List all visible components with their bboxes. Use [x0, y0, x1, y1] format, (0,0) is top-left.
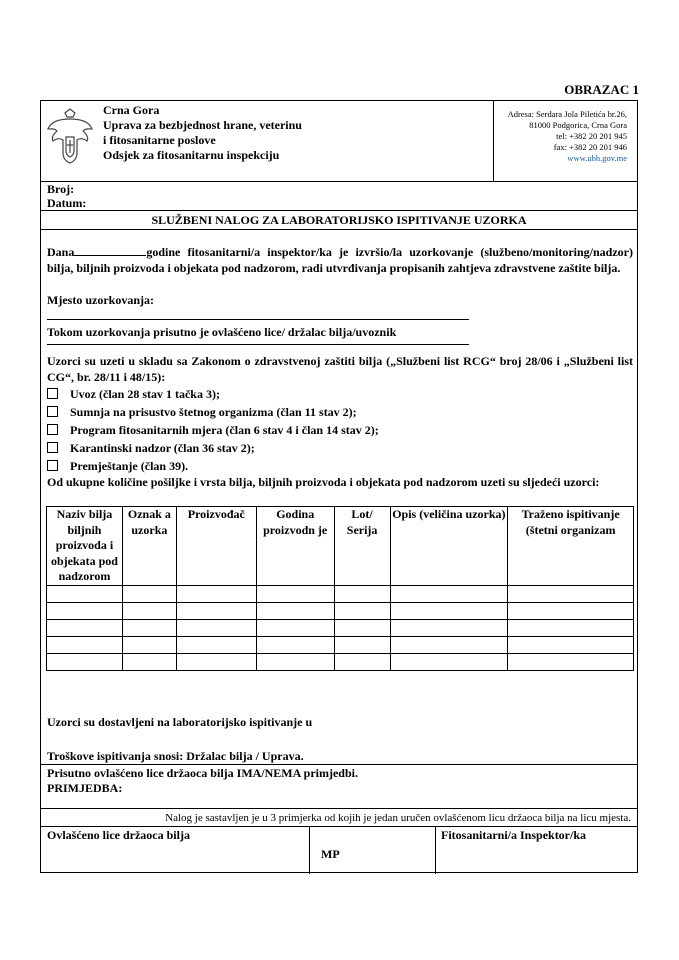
table-cell[interactable]: [390, 585, 508, 602]
address-line: tel: +382 20 201 945: [556, 131, 627, 141]
divider: [435, 826, 436, 874]
header-divider: [493, 101, 494, 181]
checkbox[interactable]: [47, 388, 58, 399]
mjesto-blank[interactable]: [47, 319, 469, 320]
dostavljeni-label: Uzorci su dostavljeni na laboratorijsko ispitivanje u: [47, 715, 313, 729]
table-cell[interactable]: [390, 653, 508, 670]
option-label: Uvoz (član 28 stav 1 tačka 3);: [70, 387, 220, 401]
table-cell[interactable]: [334, 653, 390, 670]
column-header: Oznak a uzorka: [122, 507, 176, 586]
table-header-row: [47, 507, 634, 586]
table-row: [47, 636, 634, 653]
table-cell[interactable]: [176, 619, 256, 636]
checkbox[interactable]: [47, 442, 58, 453]
primjedba-label: PRIMJEDBA:: [47, 781, 123, 795]
table-cell[interactable]: [508, 619, 634, 636]
table-cell[interactable]: [47, 602, 123, 619]
form-frame: [40, 100, 638, 873]
datum-label: Datum:: [47, 196, 87, 210]
header-line: Odsjek za fitosanitarnu inspekciju: [103, 148, 280, 162]
table-cell[interactable]: [334, 619, 390, 636]
table-cell[interactable]: [47, 619, 123, 636]
table-cell[interactable]: [256, 636, 334, 653]
divider: [41, 826, 637, 827]
table-cell[interactable]: [47, 653, 123, 670]
prisutno-blank[interactable]: [47, 344, 469, 345]
divider: [41, 764, 637, 765]
intro-paragraph: [47, 244, 633, 276]
address-line: Adresa: Serdara Jola Piletića br.26,: [507, 109, 627, 119]
table-cell[interactable]: [256, 619, 334, 636]
column-header: Opis (veličina uzorka): [390, 507, 508, 586]
institution-header: [103, 103, 302, 163]
option-sumnja[interactable]: [47, 405, 357, 420]
table-cell[interactable]: [390, 636, 508, 653]
primjedbe-label: Prisutno ovlašćeno lice držaoca bilja IMA/NEMA primjedbi.: [47, 766, 358, 780]
form-code: OBRAZAC 1: [564, 82, 639, 97]
table-cell[interactable]: [176, 653, 256, 670]
table-cell[interactable]: [176, 636, 256, 653]
stamp-label: MP: [321, 847, 340, 861]
table-cell[interactable]: [176, 585, 256, 602]
header-line: Uprava za bezbjednost hrane, veterinu: [103, 118, 302, 132]
table-cell[interactable]: [334, 602, 390, 619]
legal-basis: Uzorci su uzeti u skladu sa Zakonom o zdravstvenoj zaštiti bilja („Službeni list RCG“ broj 28/06 i „Službeni list CG“, br. 28/11 i 48/15):: [47, 354, 633, 384]
table-cell[interactable]: [122, 619, 176, 636]
divider: [41, 210, 637, 211]
copies-note: Nalog je sastavljen je u 3 primjerka od kojih je jedan uručen ovlašćenom licu držaoca bilja na licu mjesta.: [165, 812, 631, 824]
table-cell[interactable]: [256, 585, 334, 602]
header-line: Crna Gora: [103, 103, 160, 117]
table-cell[interactable]: [47, 636, 123, 653]
table-cell[interactable]: [256, 653, 334, 670]
address-line: 81000 Podgorica, Crna Gora: [529, 120, 627, 130]
checkbox[interactable]: [47, 460, 58, 471]
coat-of-arms-icon: [45, 107, 95, 165]
option-karantinski[interactable]: [47, 441, 255, 456]
table-cell[interactable]: [508, 636, 634, 653]
table-cell[interactable]: [508, 602, 634, 619]
table-cell[interactable]: [122, 585, 176, 602]
table-cell[interactable]: [176, 602, 256, 619]
table-cell[interactable]: [334, 636, 390, 653]
mjesto-label: Mjesto uzorkovanja:: [47, 293, 154, 307]
option-label: Sumnja na prisustvo štetnog organizma (član 11 stav 2);: [70, 405, 357, 419]
signature-holder-label: Ovlašćeno lice držaoca bilja: [47, 828, 190, 842]
table-cell[interactable]: [508, 653, 634, 670]
divider: [309, 826, 310, 874]
troskovi-label: Troškove ispitivanja snosi: Držalac bilja / Uprava.: [47, 749, 304, 763]
table-cell[interactable]: [47, 585, 123, 602]
column-header: Godina proizvodn je: [256, 507, 334, 586]
prisutno-label: Tokom uzorkovanja prisutno je ovlašćeno lice/ držalac bilja/uvoznik: [47, 325, 397, 339]
divider: [41, 181, 637, 182]
table-cell[interactable]: [508, 585, 634, 602]
option-label: Karantinski nadzor (član 36 stav 2);: [70, 441, 255, 455]
option-label: Premještanje (član 39).: [70, 459, 189, 473]
sample-intro: Od ukupne količine pošiljke i vrsta bilja, biljnih proizvoda i objekata pod nadzorom uzeti su sljedeći uzorci:: [47, 475, 600, 489]
samples-table: [46, 506, 634, 671]
date-blank[interactable]: [74, 244, 146, 256]
option-label: Program fitosanitarnih mjera (član 6 stav 4 i član 14 stav 2);: [70, 423, 379, 437]
table-row: [47, 602, 634, 619]
table-cell[interactable]: [390, 619, 508, 636]
divider: [41, 229, 637, 230]
table-cell[interactable]: [122, 653, 176, 670]
page-title: SLUŽBENI NALOG ZA LABORATORIJSKO ISPITIVANJE UZORKA: [151, 213, 527, 227]
dana-label: Dana: [47, 245, 75, 259]
divider: [41, 808, 637, 809]
column-header: Lot/ Serija: [334, 507, 390, 586]
table-cell[interactable]: [122, 602, 176, 619]
column-header: Naziv bilja biljnih proizvoda i objekata pod nadzorom: [47, 507, 123, 586]
table-cell[interactable]: [334, 585, 390, 602]
option-premjestanje[interactable]: [47, 459, 188, 474]
address-block: [508, 109, 627, 164]
table-cell[interactable]: [390, 602, 508, 619]
table-row: [47, 619, 634, 636]
table-cell[interactable]: [122, 636, 176, 653]
address-line: fax: +382 20 201 946: [553, 142, 627, 152]
checkbox[interactable]: [47, 424, 58, 435]
header-line: i fitosanitarne poslove: [103, 133, 216, 147]
option-program[interactable]: [47, 423, 379, 438]
column-header: Proizvođač: [176, 507, 256, 586]
checkbox[interactable]: [47, 406, 58, 417]
table-row: [47, 653, 634, 670]
website-link[interactable]: www.ubh.gov.me: [567, 153, 627, 163]
broj-label: Broj:: [47, 182, 75, 196]
column-header: Traženo ispitivanje (štetni organizam: [508, 507, 634, 586]
intro-text: godine fitosanitarni/a inspektor/ka je izvršio/la uzorkovanje (službeno/monitoring/nadzor) bilja, biljnih proizvoda i objekata pod nadzorom, radi utvrđivanja propisanih zahtjeva zdravstvene zaštite bilja.: [47, 245, 633, 275]
option-uvoz[interactable]: [47, 387, 220, 402]
table-cell[interactable]: [256, 602, 334, 619]
table-row: [47, 585, 634, 602]
signature-inspector-label: Fitosanitarni/a Inspektor/ka: [441, 828, 587, 842]
